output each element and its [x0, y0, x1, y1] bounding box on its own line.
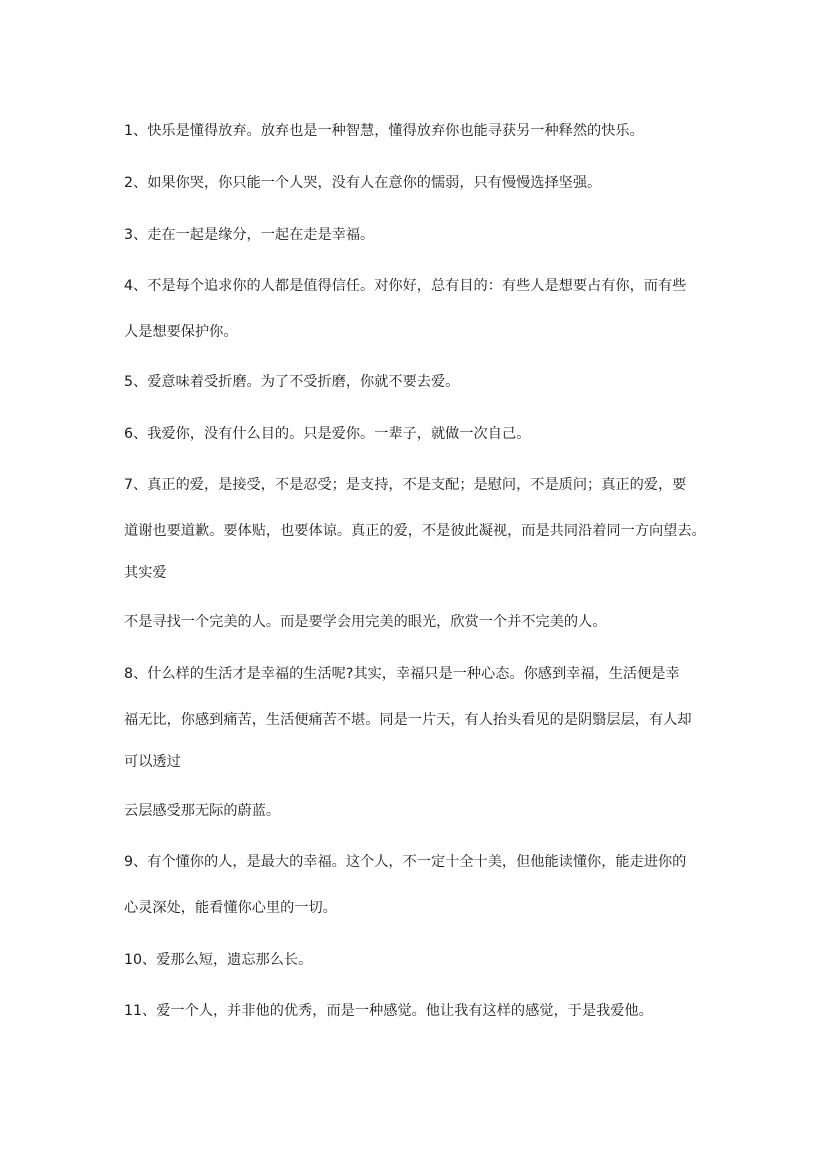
text-line: 3、走在一起是缘分，一起在走是幸福。 — [124, 227, 375, 243]
text-line: 11、爱一个人，并非他的优秀，而是一种感觉。他让我有这样的感觉，于是我爱他。 — [124, 1003, 653, 1019]
text-line: 8、什么样的生活才是幸福的生活呢?其实，幸福只是一种心态。你感到幸福，生活便是幸 — [124, 666, 680, 682]
text-line: 可以透过 — [124, 754, 181, 770]
text-line: 道谢也要道歉。要体贴，也要体谅。真正的爱，不是彼此凝视，而是共同沿着同一方向望去。 — [124, 523, 706, 539]
text-line: 4、不是每个追求你的人都是值得信任。对你好，总有目的：有些人是想要占有你，而有些 — [124, 278, 687, 294]
text-line: 6、我爱你，没有什么目的。只是爱你。一辈子，就做一次自己。 — [124, 426, 531, 442]
text-line: 福无比，你感到痛苦，生活便痛苦不堪。同是一片天，有人抬头看见的是阴翳层层，有人却 — [124, 712, 692, 728]
text-line: 5、爱意味着受折磨。为了不受折磨，你就不要去爱。 — [124, 374, 460, 390]
text-line: 10、爱那么短，遗忘那么长。 — [124, 952, 313, 968]
text-line: 不是寻找一个完美的人。而是要学会用完美的眼光，欣赏一个并不完美的人。 — [124, 614, 607, 630]
text-line: 2、如果你哭，你只能一个人哭，没有人在意你的懦弱，只有慢慢选择坚强。 — [124, 175, 602, 191]
text-line: 其实爱 — [124, 565, 167, 581]
text-line: 人是想要保护你。 — [124, 324, 238, 340]
text-line: 心灵深处，能看懂你心里的一切。 — [124, 900, 337, 916]
text-line: 云层感受那无际的蔚蓝。 — [124, 803, 281, 819]
text-line: 1、快乐是懂得放弃。放弃也是一种智慧，懂得放弃你也能寻获另一种释然的快乐。 — [124, 123, 644, 139]
text-line: 9、有个懂你的人，是最大的幸福。这个人，不一定十全十美，但他能读懂你，能走进你的 — [124, 854, 687, 870]
text-line: 7、真正的爱，是接受，不是忍受；是支持，不是支配；是慰问，不是质问；真正的爱，要 — [124, 477, 687, 493]
